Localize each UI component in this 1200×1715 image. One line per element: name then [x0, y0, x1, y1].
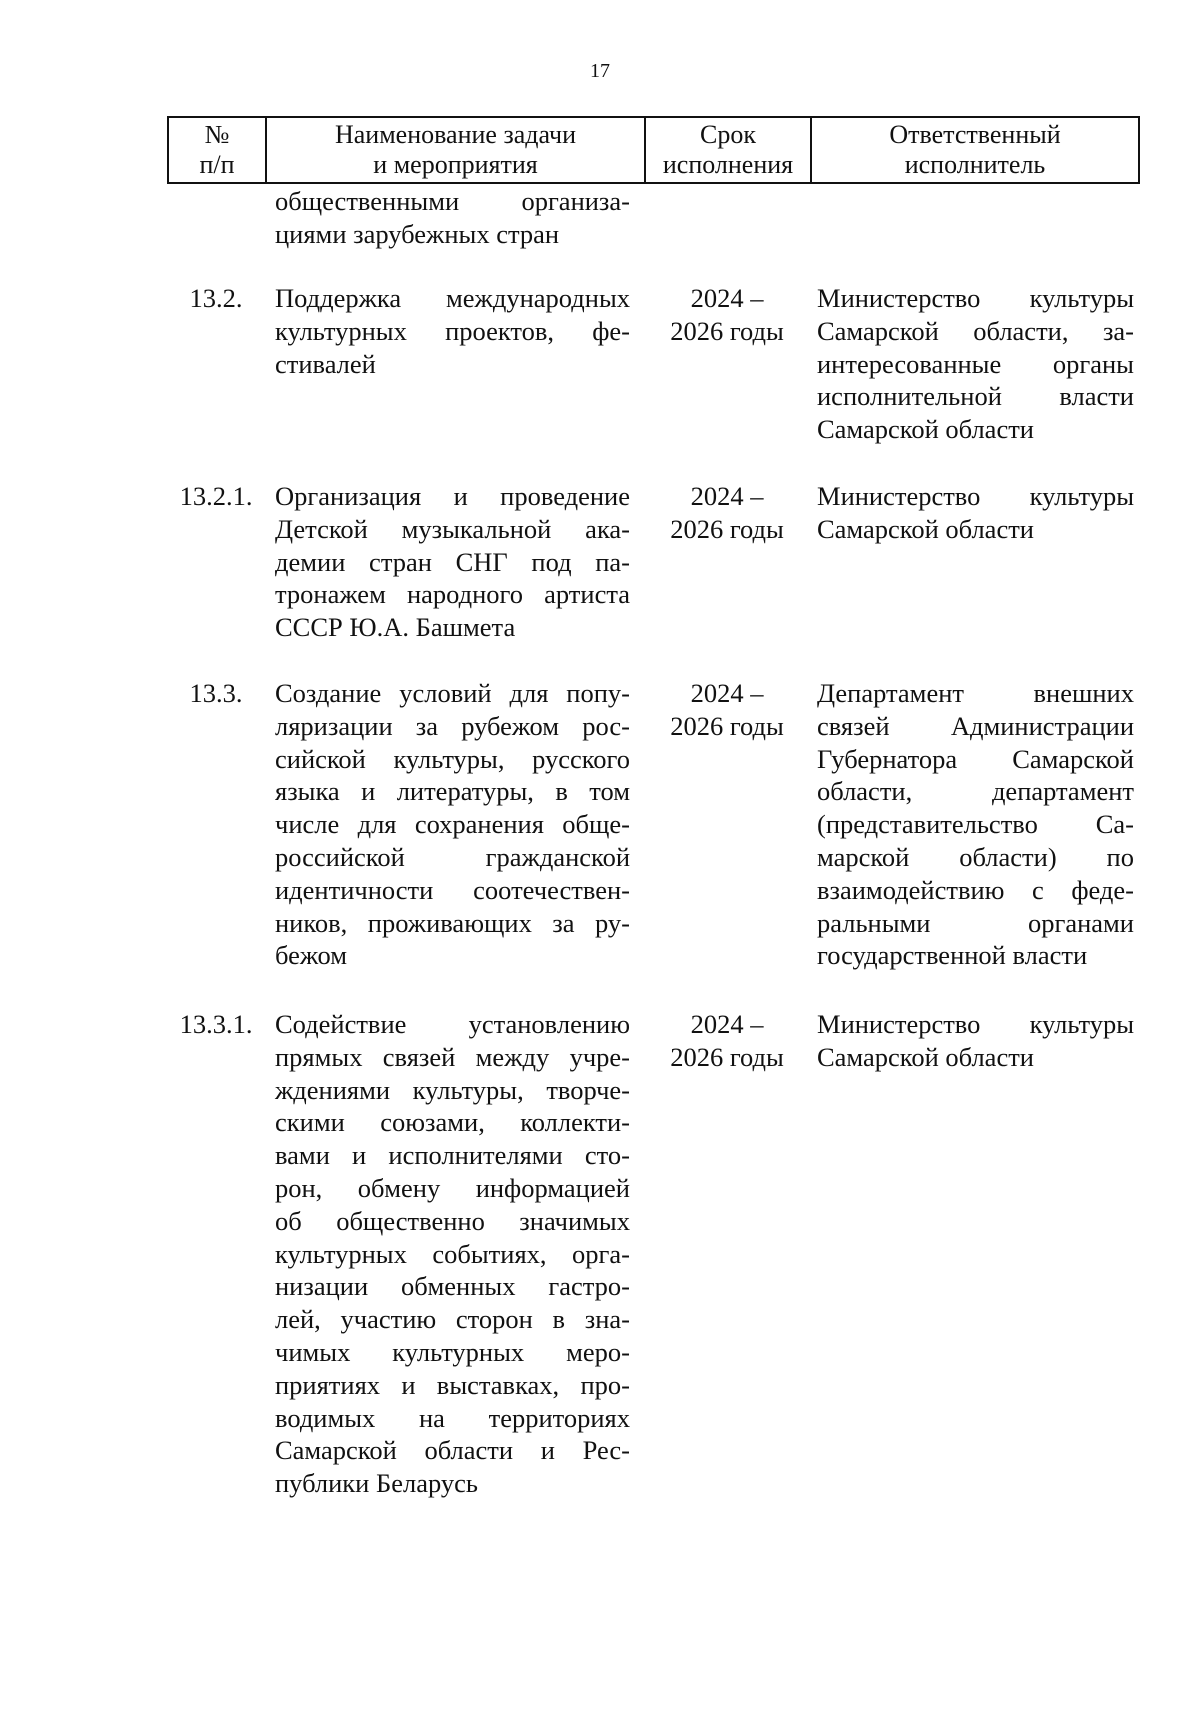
responsible-text-line: Самарской области, за- [817, 315, 1134, 346]
task-text-line: Содействие установлению [275, 1009, 630, 1039]
header-label: и мероприятия [373, 150, 538, 179]
responsible-text-line: ральными органами [817, 907, 1134, 938]
task-text-line: ждениями культуры, творче- [275, 1074, 630, 1105]
responsible-text-line: области, департамент [817, 776, 1134, 807]
responsible-text-line: интересованные органы [817, 348, 1134, 379]
task-text-line: российской гражданской [275, 841, 630, 872]
task-text-line: публики Беларусь [275, 1468, 478, 1499]
term-text [644, 480, 810, 546]
responsible-text-line: (представительство Са- [817, 809, 1134, 840]
responsible-text-line: исполнительной власти [817, 381, 1134, 412]
term-text-line: 2026 годы [670, 1041, 784, 1072]
task-text-line: вами и исполнителями сто- [275, 1140, 630, 1171]
responsible-text-line: Самарской области [817, 513, 1034, 544]
term-text-line: 2024 – [690, 283, 764, 313]
task-text-line: Создание условий для попу- [275, 678, 630, 708]
task-text-line: Поддержка международных [275, 283, 630, 313]
term-text-line: 2024 – [690, 678, 764, 708]
responsible-text-line: Департамент внешних [817, 678, 1134, 708]
term-text-line: 2024 – [690, 1009, 764, 1039]
responsible-text [817, 1008, 1134, 1074]
responsible-text [817, 282, 1134, 446]
task-text-line: СССР Ю.А. Башмета [275, 612, 516, 643]
task-text [275, 1008, 630, 1500]
responsible-text-line: Самарской области [817, 414, 1034, 445]
responsible-text-line: связей Администрации [817, 710, 1134, 741]
task-text-line: чимых культурных меро- [275, 1336, 630, 1367]
task-text-line: водимых на территориях [275, 1402, 630, 1433]
row-number: 13.3. [189, 678, 243, 708]
task-text-line: сийской культуры, русского [275, 743, 630, 774]
responsible-text-line: Губернатора Самарской [817, 743, 1134, 774]
responsible-text-line: взаимодействию с феде- [817, 874, 1134, 905]
term-text-line: 2026 годы [670, 710, 784, 741]
task-text-line: приятиях и выставках, про- [275, 1369, 630, 1400]
task-text-line: низации обменных гастро- [275, 1271, 630, 1302]
task-text-line: прямых связей между учре- [275, 1041, 630, 1072]
task-text [275, 677, 630, 972]
header-cell-task [267, 118, 646, 182]
task-text-line: бежом [275, 940, 348, 971]
header-cell-number [169, 118, 267, 182]
header-cell-responsible [812, 118, 1138, 182]
responsible-text-line: Министерство культуры [817, 481, 1134, 511]
task-text-line: идентичности соотечествен- [275, 874, 630, 905]
task-text-line: Организация и проведение [275, 481, 630, 511]
task-text-line: тронажем народного артиста [275, 579, 630, 610]
header-label: п/п [199, 150, 235, 179]
task-text-line: скими союзами, коллекти- [275, 1107, 630, 1138]
task-text-line: общественными организа- [275, 186, 630, 216]
header-label: Наименование задачи [334, 120, 576, 149]
task-text [275, 185, 630, 251]
row-number: 13.2.1. [179, 481, 253, 511]
term-text-line: 2026 годы [670, 513, 784, 544]
term-text-line: 2026 годы [670, 315, 784, 346]
task-text-line: лей, участию сторон в зна- [275, 1304, 630, 1335]
page-number: 17 [590, 60, 610, 82]
term-text [644, 1008, 810, 1074]
responsible-text [817, 677, 1134, 972]
term-text [644, 677, 810, 743]
task-text-line: Детской музыкальной ака- [275, 513, 630, 544]
task-text-line: об общественно значимых [275, 1205, 630, 1236]
header-label: исполнения [662, 150, 794, 179]
row-number: 13.2. [189, 283, 243, 313]
header-label: исполнитель [904, 150, 1046, 179]
table-header [167, 116, 1140, 184]
task-text-line: Самарской области и Рес- [275, 1435, 630, 1466]
task-text-line: ников, проживающих за ру- [275, 907, 630, 938]
header-label: Срок [700, 120, 756, 149]
responsible-text-line: Министерство культуры [817, 283, 1134, 313]
term-text [644, 282, 810, 348]
responsible-text-line: марской области) по [817, 841, 1134, 872]
responsible-text [817, 480, 1134, 546]
term-text-line: 2024 – [690, 481, 764, 511]
task-text-line: ляризации за рубежом рос- [275, 710, 630, 741]
task-text-line: культурных событиях, орга- [275, 1238, 630, 1269]
task-text-line: стивалей [275, 348, 376, 379]
responsible-text-line: Самарской области [817, 1041, 1034, 1072]
responsible-text-line: Министерство культуры [817, 1009, 1134, 1039]
header-label: Ответственный [889, 120, 1061, 149]
task-text-line: циями зарубежных стран [275, 218, 560, 249]
task-text-line: рон, обмену информацией [275, 1172, 630, 1203]
task-text-line: демии стран СНГ под па- [275, 546, 630, 577]
task-text-line: числе для сохранения обще- [275, 809, 630, 840]
header-label: № [204, 120, 230, 149]
responsible-text-line: государственной власти [817, 940, 1088, 971]
task-text-line: культурных проектов, фе- [275, 315, 630, 346]
task-text [275, 282, 630, 380]
row-number: 13.3.1. [179, 1009, 253, 1039]
header-cell-term [646, 118, 812, 182]
task-text-line: языка и литературы, в том [275, 776, 630, 807]
task-text [275, 480, 630, 644]
